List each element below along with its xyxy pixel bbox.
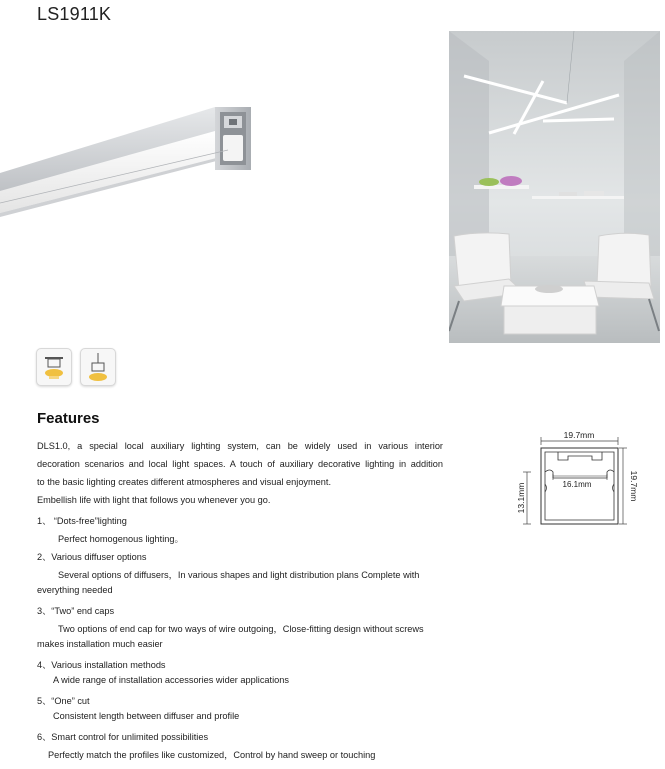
intro-line-4: Embellish life with light that follows you whenever you go. <box>37 495 271 505</box>
feature-5-desc: Consistent length between diffuser and profile <box>53 711 240 721</box>
feature-4-desc: A wide range of installation accessories wider applications <box>53 675 289 685</box>
feature-2-title: 2、Various diffuser options <box>37 552 147 562</box>
aluminium-profile-image <box>0 95 270 220</box>
outer-height-label: 19.7mm <box>629 470 639 502</box>
features-heading: Features <box>37 410 100 427</box>
suspended-mount-icon <box>80 348 116 386</box>
surface-mount-icon <box>36 348 72 386</box>
intro-line-3: to the basic lighting creates different atmospheres and visual enjoyment. <box>37 477 331 487</box>
outer-width-label: 19.7mm <box>563 430 595 440</box>
feature-5-title: 5、“One” cut <box>37 696 90 706</box>
intro-line-2: decoration scenarios and local light spaces. A touch of auxiliary decorative lighting in addition <box>37 459 443 469</box>
feature-6-title: 6、Smart control for unlimited possibilities <box>37 732 209 742</box>
feature-6-desc: Perfectly match the profiles like customized，Control by hand sweep or touching <box>48 750 376 760</box>
product-code-title: LS1911K <box>37 4 112 24</box>
feature-3-title: 3、“Two” end caps <box>37 606 115 616</box>
feature-3-desc-2: makes installation much easier <box>37 639 163 649</box>
interior-lighting-photo <box>449 31 660 343</box>
feature-3-desc-1: Two options of end cap for two ways of wire outgoing，Close-fitting design without screws <box>58 624 424 634</box>
feature-1-desc: Perfect homogenous lighting。 <box>58 534 184 544</box>
feature-1-title: 1、 “Dots-free”lighting <box>37 516 127 526</box>
inner-height-label: 13.1mm <box>516 482 526 514</box>
feature-2-desc-2: everything needed <box>37 585 113 595</box>
cross-section-diagram <box>510 428 640 538</box>
feature-4-title: 4、Various installation methods <box>37 660 166 670</box>
intro-line-1: DLS1.0, a special local auxiliary lighting system, can be widely used in various interior <box>37 441 443 451</box>
feature-2-desc-1: Several options of diffusers，In various shapes and light distribution plans Complete with <box>58 570 420 580</box>
inner-width-label: 16.1mm <box>562 480 592 489</box>
